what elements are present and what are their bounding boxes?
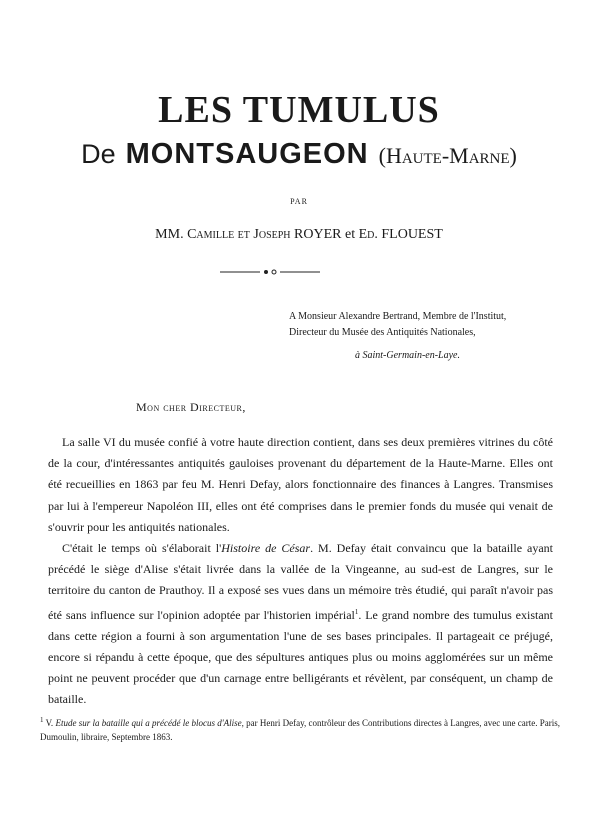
book-title: Histoire de César [221, 541, 311, 556]
paragraph-1: La salle VI du musée confié à votre haute direction contient, dans ses deux premières vitrines du côté de la cour, d'intéressantes antiquités gauloises provenant du département de la Haute-Marne. Elles ont été recueillies en 1863 par feu M. Henri Defay, alors fonctionnaire des finances à Langres. Transmises par lui à l'empereur Napoléon III, elles ont été comprises dans le premier fonds du musée qui venait de s'ouvrir pour les antiquités nationales. [48, 435, 553, 534]
page-title: LES TUMULUS [158, 89, 440, 131]
dedication-place: à Saint-Germain-en-Laye. [355, 350, 460, 361]
paragraph-2-start: C'était le temps où s'élaborait l' [62, 541, 222, 556]
footnote [40, 713, 560, 744]
authors [0, 227, 598, 243]
footnote-rest: par Henri Defay, contrôleur des Contributions directes à Langres, avec une carte. Paris, Dumoulin, libraire, Septembre 1863. [40, 718, 561, 742]
ornament-divider [220, 266, 320, 278]
footnote-mark: 1 [40, 716, 44, 724]
authors-ed: Ed. [358, 227, 378, 242]
page-subtitle [0, 138, 598, 171]
subtitle-place: MONTSAUGEON [125, 138, 369, 170]
authors-flouest: FLOUEST [381, 227, 443, 242]
salutation: Mon cher Directeur, [136, 400, 246, 414]
paragraph-2 [48, 538, 553, 711]
authors-mm: MM. [155, 227, 184, 242]
footnote-ref: 1 [354, 607, 359, 616]
subtitle-de: De [81, 139, 116, 169]
by-line: PAR [290, 197, 308, 206]
authors-first-names: Camille et Joseph [187, 227, 291, 242]
paragraph-2-end: . Le grand nombre des tumulus existant dans cette région a fourni à son argumentation l'une de ses bases principales. Il partageait ce préjugé, encore si répandu à cette époque, que des sépultures antiques plus ou moins agglomérées sur un même point ne peuvent procéder que d'un carnage entre belligérants et révèlent, par conséquent, un champ de bataille. [48, 607, 553, 707]
dedication: A Monsieur Alexandre Bertrand, Membre de l'Institut, Directeur du Musée des Antiquités Nationales, [289, 311, 507, 338]
footnote-title: Etude sur la bataille qui a précédé le blocus d'Alise, [55, 718, 244, 728]
authors-et: et [344, 227, 356, 242]
subtitle-region: (Haute-Marne) [378, 143, 517, 168]
footnote-v: V. [45, 718, 54, 728]
body-text [48, 432, 553, 711]
paragraph-2-middle: . M. Defay était convaincu que la bataille ayant précédé le siège d'Alise s'était livrée dans la vallée de la Vingeanne, au sud-est de Langres, sur le territoire du canton de Prauthoy. Il a exposé ses vues dans un mémoire très étudié, qui paraît n'avoir pas été sans influence sur l'opinion adoptée par l'historien impérial [48, 541, 553, 622]
authors-royer: ROYER [294, 227, 342, 242]
